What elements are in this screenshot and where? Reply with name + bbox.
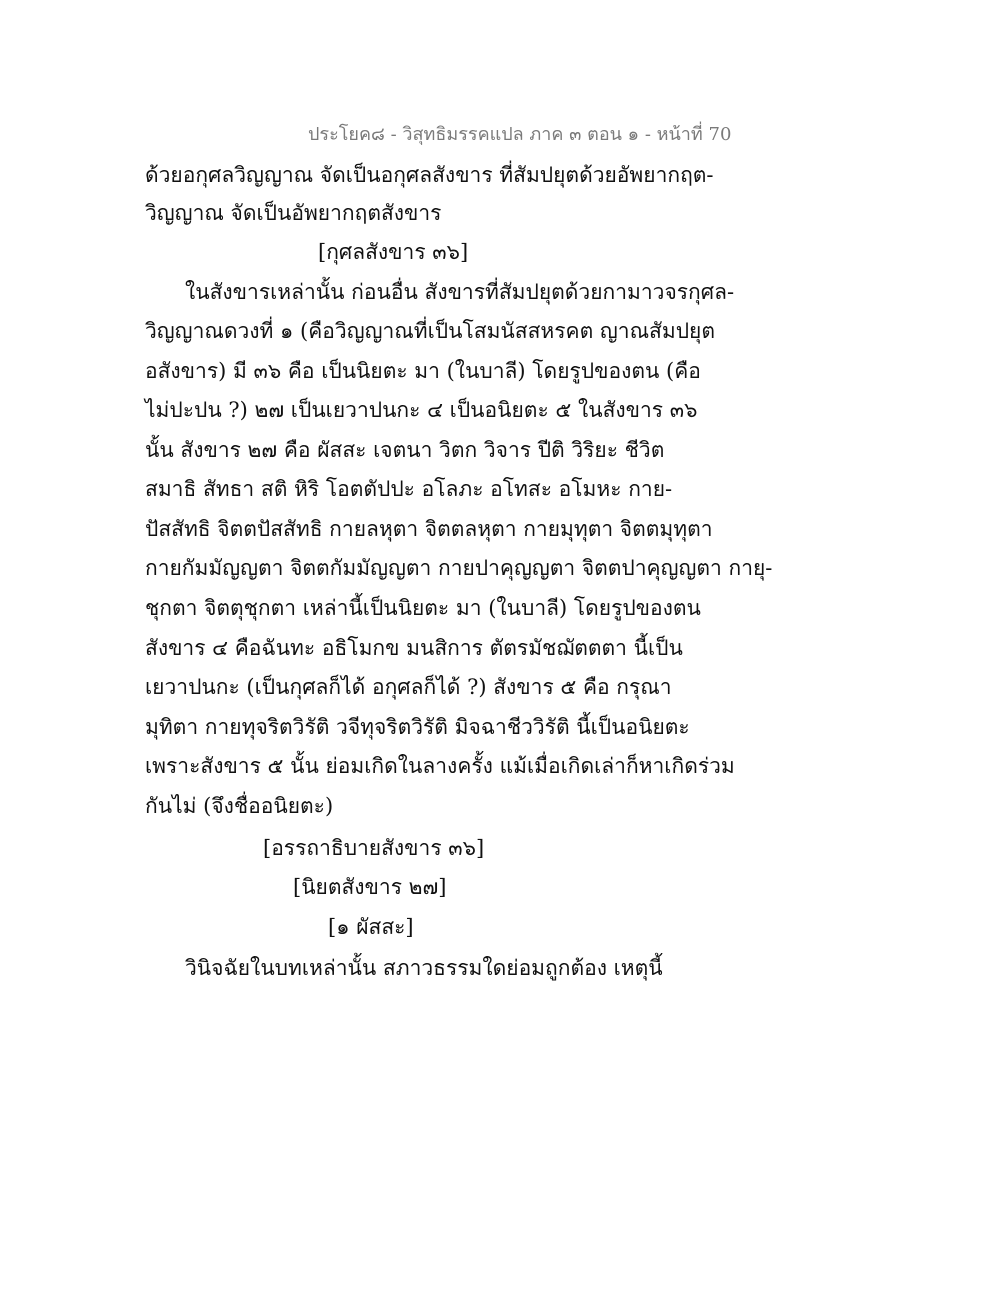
section-heading: [๑ ผัสสะ] — [328, 915, 414, 939]
text-line: นั้น สังขาร ๒๗ คือ ผัสสะ เจตนา วิตก วิจาร ปีติ วิริยะ ชีวิต — [145, 438, 665, 462]
paragraph-first-line: วินิจฉัยในบทเหล่านั้น สภาวธรรมใดย่อมถูกต้อง เหตุนี้ — [185, 956, 663, 980]
text-line: วิญญาณดวงที่ ๑ (คือวิญญาณที่เป็นโสมนัสสหรคต ญาณสัมปยุต — [145, 319, 715, 343]
text-line: เยวาปนกะ (เป็นกุศลก็ได้ อกุศลก็ได้ ?) สังขาร ๕ คือ กรุณา — [145, 675, 672, 699]
text-line: ไม่ปะปน ?) ๒๗ เป็นเยวาปนกะ ๔ เป็นอนิยตะ ๕ ในสังขาร ๓๖ — [145, 398, 698, 422]
text-line: กายกัมมัญญตา จิตตกัมมัญญตา กายปาคุญญตา จิตตปาคุญญตา กายุ- — [145, 556, 773, 580]
paragraph-first-line: ในสังขารเหล่านั้น ก่อนอื่น สังขารที่สัมปยุตด้วยกามาวจรกุศล- — [185, 280, 735, 304]
text-line: อสังขาร) มี ๓๖ คือ เป็นนิยตะ มา (ในบาลี) โดยรูปของตน (คือ — [145, 359, 701, 383]
section-heading: [กุศลสังขาร ๓๖] — [318, 240, 469, 264]
text-line: สังขาร ๔ คือฉันทะ อธิโมกข มนสิการ ตัตรมัชฌัตตตา นี้เป็น — [145, 636, 683, 660]
text-line: ด้วยอกุศลวิญญาณ จัดเป็นอกุศลสังขาร ที่สัมปยุตด้วยอัพยากฤต- — [145, 163, 714, 187]
text-line: มุทิตา กายทุจริตวิรัติ วจีทุจริตวิรัติ มิจฉาชีววิรัติ นี้เป็นอนิยตะ — [145, 715, 690, 739]
text-line: สมาธิ สัทธา สติ หิริ โอตตัปปะ อโลภะ อโทสะ อโมหะ กาย- — [145, 477, 673, 501]
section-heading: [นิยตสังขาร ๒๗] — [293, 875, 447, 899]
section-heading: [อรรถาธิบายสังขาร ๓๖] — [263, 836, 485, 860]
text-line: ชุกตา จิตตุชุกตา เหล่านี้เป็นนิยตะ มา (ในบาลี) โดยรูปของตน — [145, 596, 701, 620]
text-line: วิญญาณ จัดเป็นอัพยากฤตสังขาร — [145, 201, 442, 225]
page-header: ประโยค๘ - วิสุทธิมรรคแปล ภาค ๓ ตอน ๑ - หน้าที่ 70 — [308, 124, 732, 145]
text-line: ปัสสัทธิ จิตตปัสสัทธิ กายลหุตา จิตตลหุตา กายมุทุตา จิตตมุทุตา — [145, 517, 713, 541]
text-line: เพราะสังขาร ๕ นั้น ย่อมเกิดในลางครั้ง แม้เมื่อเกิดเล่าก็หาเกิดร่วม — [145, 754, 735, 778]
text-line: กันไม่ (จึงชื่ออนิยตะ) — [145, 794, 334, 818]
